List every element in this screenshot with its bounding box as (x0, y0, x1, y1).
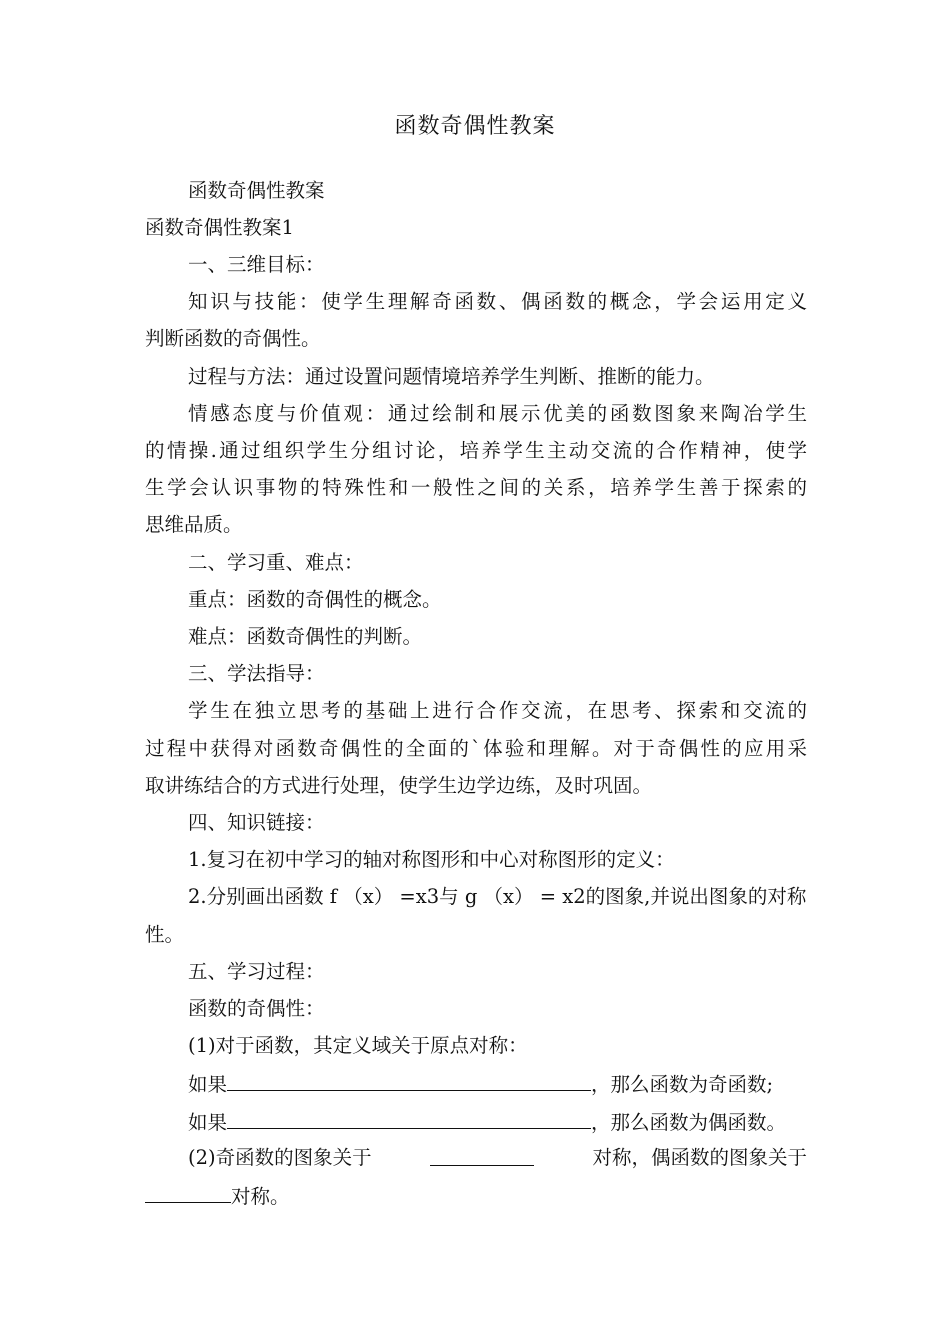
heading-method: 三、学法指导： (188, 662, 325, 685)
fill-text: 对称，偶函数的图象关于 (592, 1146, 807, 1169)
paragraph-line: 过程中获得对函数奇偶性的全面的`体验和理解。对于奇偶性的应用采 (145, 737, 807, 760)
paragraph-line: 判断函数的奇偶性。 (145, 327, 321, 350)
fill-label: 如果 (188, 1073, 228, 1096)
paragraph-line: 性。 (145, 923, 185, 946)
paragraph-line: 重点：函数的奇偶性的概念。 (188, 588, 442, 611)
fill-line-symmetry-end (145, 1180, 290, 1212)
answer-blank[interactable] (227, 1106, 591, 1129)
fill-text: (2)奇函数的图象关于 (188, 1146, 372, 1169)
paragraph-line: 生学会认识事物的特殊性和一般性之间的关系，培养学生善于探索的 (145, 476, 807, 499)
paragraph-line: 过程与方法：通过设置问题情境培养学生判断、推断的能力。 (188, 365, 715, 388)
answer-blank[interactable] (145, 1180, 231, 1203)
heading-key-points: 二、学习重、难点： (188, 551, 364, 574)
fill-tail: ，那么函数为偶函数。 (591, 1111, 787, 1134)
paragraph-line: 难点：函数奇偶性的判断。 (188, 625, 423, 648)
heading-knowledge-link: 四、知识链接： (188, 811, 325, 834)
fill-line-symmetry (188, 1143, 807, 1173)
paragraph-line: 情感态度与价值观：通过绘制和展示优美的函数图象来陶冶学生 (188, 402, 807, 425)
paragraph-line: 的情操.通过组织学生分组讨论，培养学生主动交流的合作精神，使学 (145, 439, 807, 462)
answer-blank[interactable] (430, 1143, 534, 1166)
fill-line-odd (188, 1068, 773, 1100)
paragraph-line: 函数的奇偶性： (188, 997, 325, 1020)
paragraph-line: 2.分别画出函数 f （x） =x3与 g （x） = x2的图象,并说出图象的对称 (188, 885, 807, 908)
subtitle: 函数奇偶性教案 (188, 179, 325, 202)
fill-label: 如果 (188, 1111, 228, 1134)
fill-line-even (188, 1106, 786, 1138)
section-heading: 函数奇偶性教案1 (145, 216, 294, 239)
heading-goals: 一、三维目标： (188, 253, 325, 276)
paragraph-line: 知识与技能：使学生理解奇函数、偶函数的概念，学会运用定义 (188, 290, 807, 313)
paragraph-line: 学生在独立思考的基础上进行合作交流，在思考、探索和交流的 (188, 699, 807, 722)
paragraph-line: 取讲练结合的方式进行处理，使学生边学边练，及时巩固。 (145, 774, 653, 797)
fill-tail: ，那么函数为奇函数; (591, 1073, 774, 1096)
document-title: 函数奇偶性教案 (394, 114, 556, 139)
paragraph-line: (1)对于函数，其定义域关于原点对称： (188, 1034, 528, 1057)
answer-blank[interactable] (227, 1068, 591, 1091)
paragraph-line: 1.复习在初中学习的轴对称图形和中心对称图形的定义： (188, 848, 675, 871)
heading-process: 五、学习过程： (188, 960, 325, 983)
paragraph-line: 思维品质。 (145, 513, 243, 536)
fill-text: 对称。 (231, 1185, 290, 1208)
